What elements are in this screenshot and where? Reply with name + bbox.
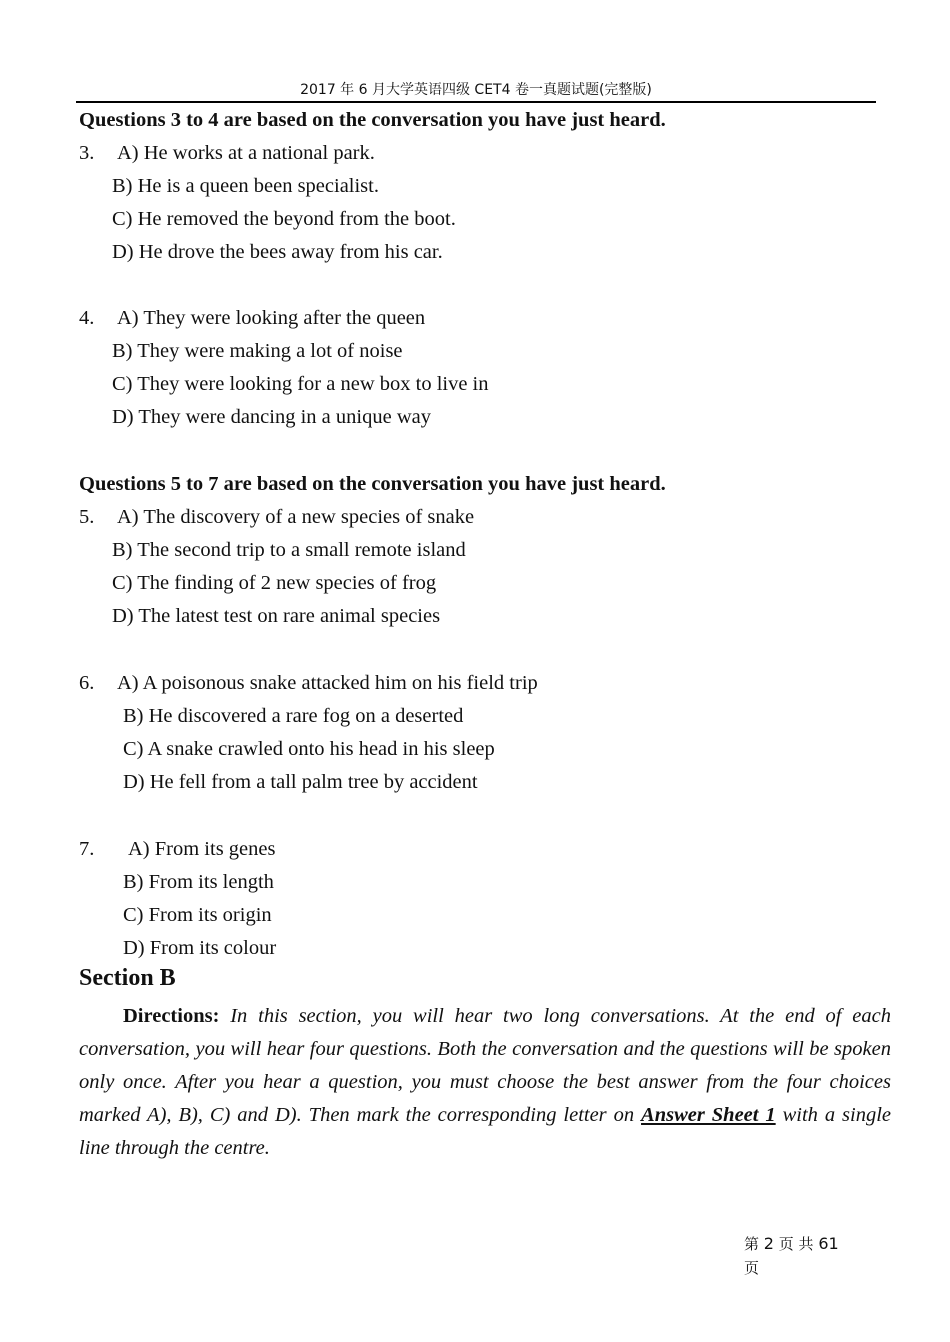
option-c: C) The finding of 2 new species of frog — [112, 572, 437, 594]
page-header — [76, 79, 876, 103]
footer-suffix: 页 — [744, 1259, 760, 1277]
group-heading-5-7: Questions 5 to 7 are based on the conversation you have just heard. — [79, 473, 666, 495]
option-a: A) They were looking after the queen — [117, 307, 426, 329]
option-a: A) A poisonous snake attacked him on his field trip — [117, 672, 538, 694]
total-pages: 61 — [818, 1234, 839, 1253]
group-heading-3-4: Questions 3 to 4 are based on the conversation you have just heard. — [79, 109, 666, 131]
answer-sheet-label: Answer Sheet 1 — [641, 1104, 776, 1126]
directions-text: In this section, you will hear two long conversations. At the end of each conversation, you will hear four questions. Both the conversation and the questions will be spoken only once. After you hear a question, you must choose the best answer from the four choices marked A), B), C) and D). Then mark the corresponding letter on — [79, 1005, 891, 1126]
question-number: 7. — [79, 838, 95, 860]
question-number: 6. — [79, 672, 95, 694]
option-c: C) He removed the beyond from the boot. — [112, 208, 456, 230]
option-a: A) From its genes — [128, 838, 276, 860]
document-title: 2017 年 6 月大学英语四级 CET4 卷一真题试题(完整版) — [300, 82, 652, 98]
option-b: B) The second trip to a small remote island — [112, 539, 466, 561]
option-d: D) They were dancing in a unique way — [112, 406, 431, 428]
page-number: 2 — [763, 1234, 774, 1253]
option-b: B) He is a queen been specialist. — [112, 175, 379, 197]
option-b: B) From its length — [123, 871, 274, 893]
option-d: D) He fell from a tall palm tree by accident — [123, 771, 478, 793]
section-title: Section B — [79, 965, 176, 991]
footer-middle: 页 共 — [778, 1235, 814, 1253]
option-b: B) He discovered a rare fog on a deserted — [123, 705, 464, 727]
option-d: D) From its colour — [123, 937, 277, 959]
option-a: A) The discovery of a new species of snake — [117, 506, 475, 528]
option-c: C) From its origin — [123, 904, 272, 926]
option-d: D) He drove the bees away from his car. — [112, 241, 443, 263]
option-a: A) He works at a national park. — [117, 142, 375, 164]
option-c: C) They were looking for a new box to live in — [112, 373, 489, 395]
option-c: C) A snake crawled onto his head in his sleep — [123, 738, 495, 760]
directions-tail: with a single line through the centre. — [79, 1104, 891, 1159]
footer-prefix: 第 — [744, 1235, 760, 1253]
question-number: 5. — [79, 506, 95, 528]
page-footer — [744, 1232, 884, 1280]
question-number: 4. — [79, 307, 95, 329]
option-b: B) They were making a lot of noise — [112, 340, 403, 362]
option-d: D) The latest test on rare animal species — [112, 605, 441, 627]
directions-label: Directions: — [123, 1005, 220, 1027]
question-number: 3. — [79, 142, 95, 164]
directions-paragraph — [79, 1000, 891, 1165]
